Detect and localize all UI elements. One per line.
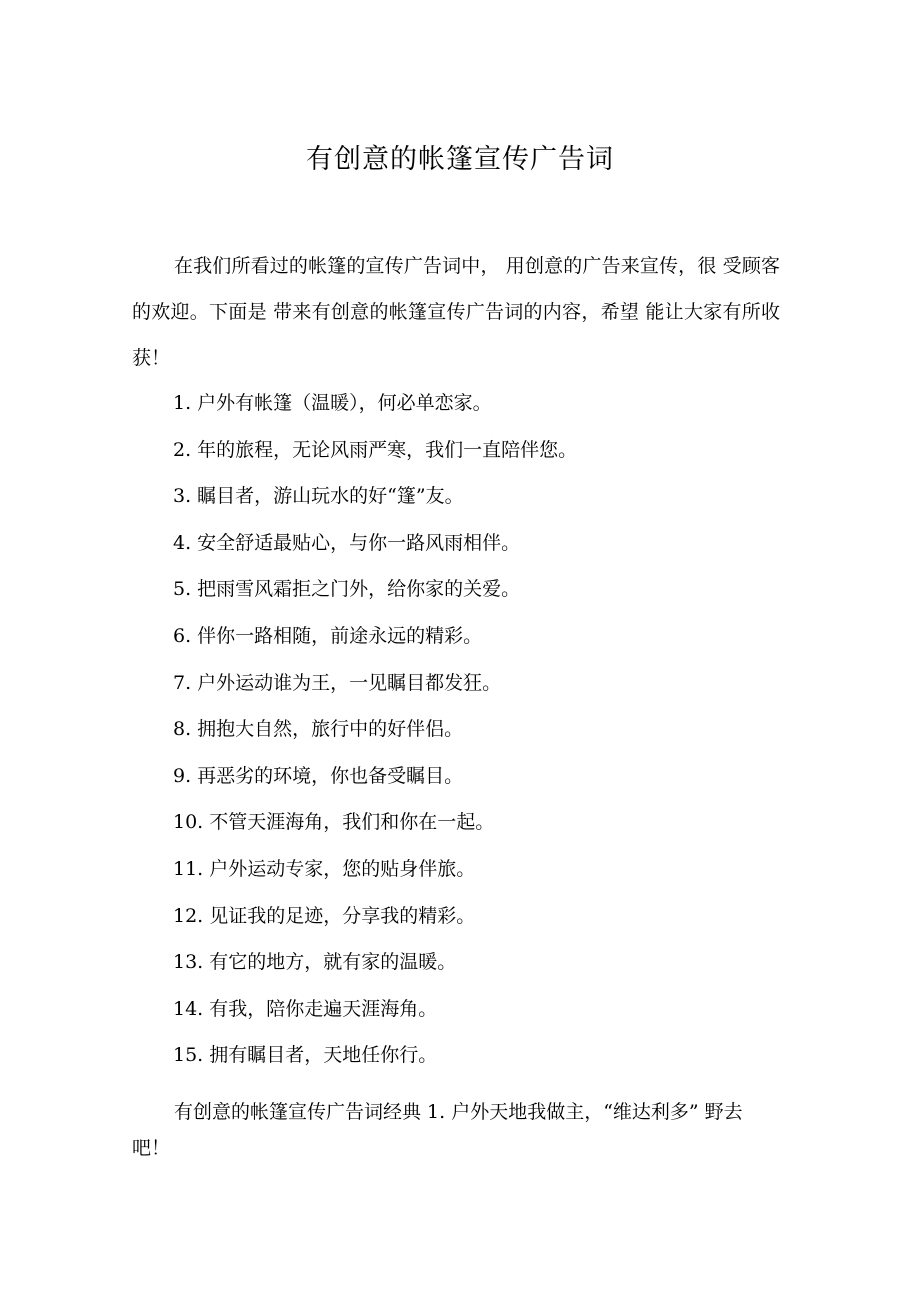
list-item: 14. 有我，陪你走遍天涯海角。 — [173, 997, 438, 1020]
list-item: 6. 伴你一路相随，前途永远的精彩。 — [173, 624, 483, 647]
intro-paragraph: 在我们所看过的帐篷的宣传广告词中， 用创意的广告来宣传，很 受顾客的欢迎。下面是 带来有创意的帐篷宣传广告词的内容，希望 能让大家有所收获！ — [132, 255, 780, 369]
list-item: 5. 把雨雪风霜拒之门外，给你家的关爱。 — [173, 578, 521, 601]
list-item: 12. 见证我的足迹，分享我的精彩。 — [173, 904, 476, 927]
list-item: 9. 再恶劣的环境，你也备受瞩目。 — [173, 764, 464, 787]
list-item: 4. 安全舒适最贴心，与你一路风雨相伴。 — [173, 531, 521, 554]
list-item: 8. 拥抱大自然，旅行中的好伴侣。 — [173, 718, 464, 741]
list-item: 13. 有它的地方，就有家的温暖。 — [173, 951, 457, 974]
list-item: 1. 户外有帐篷（温暖），何必单恋家。 — [173, 392, 492, 414]
closing-paragraph: 有创意的帐篷宣传广告词经典 1. 户外天地我做主，“维达利多” 野去吧！ — [132, 1101, 743, 1159]
list-item: 7. 户外运动谁为王，一见瞩目都发狂。 — [173, 671, 502, 694]
slogan-list — [173, 380, 773, 1079]
list-item: 2. 年的旅程，无论风雨严寒，我们一直陪伴您。 — [173, 438, 578, 461]
document-title: 有创意的帐篷宣传广告词 — [306, 144, 614, 175]
list-item: 11. 户外运动专家，您的贴身伴旅。 — [173, 857, 476, 880]
list-item: 10. 不管天涯海角，我们和你在一起。 — [173, 811, 495, 834]
list-item: 15. 拥有瞩目者，天地任你行。 — [173, 1044, 438, 1067]
list-item: 3. 瞩目者，游山玩水的好“篷”友。 — [173, 485, 464, 508]
